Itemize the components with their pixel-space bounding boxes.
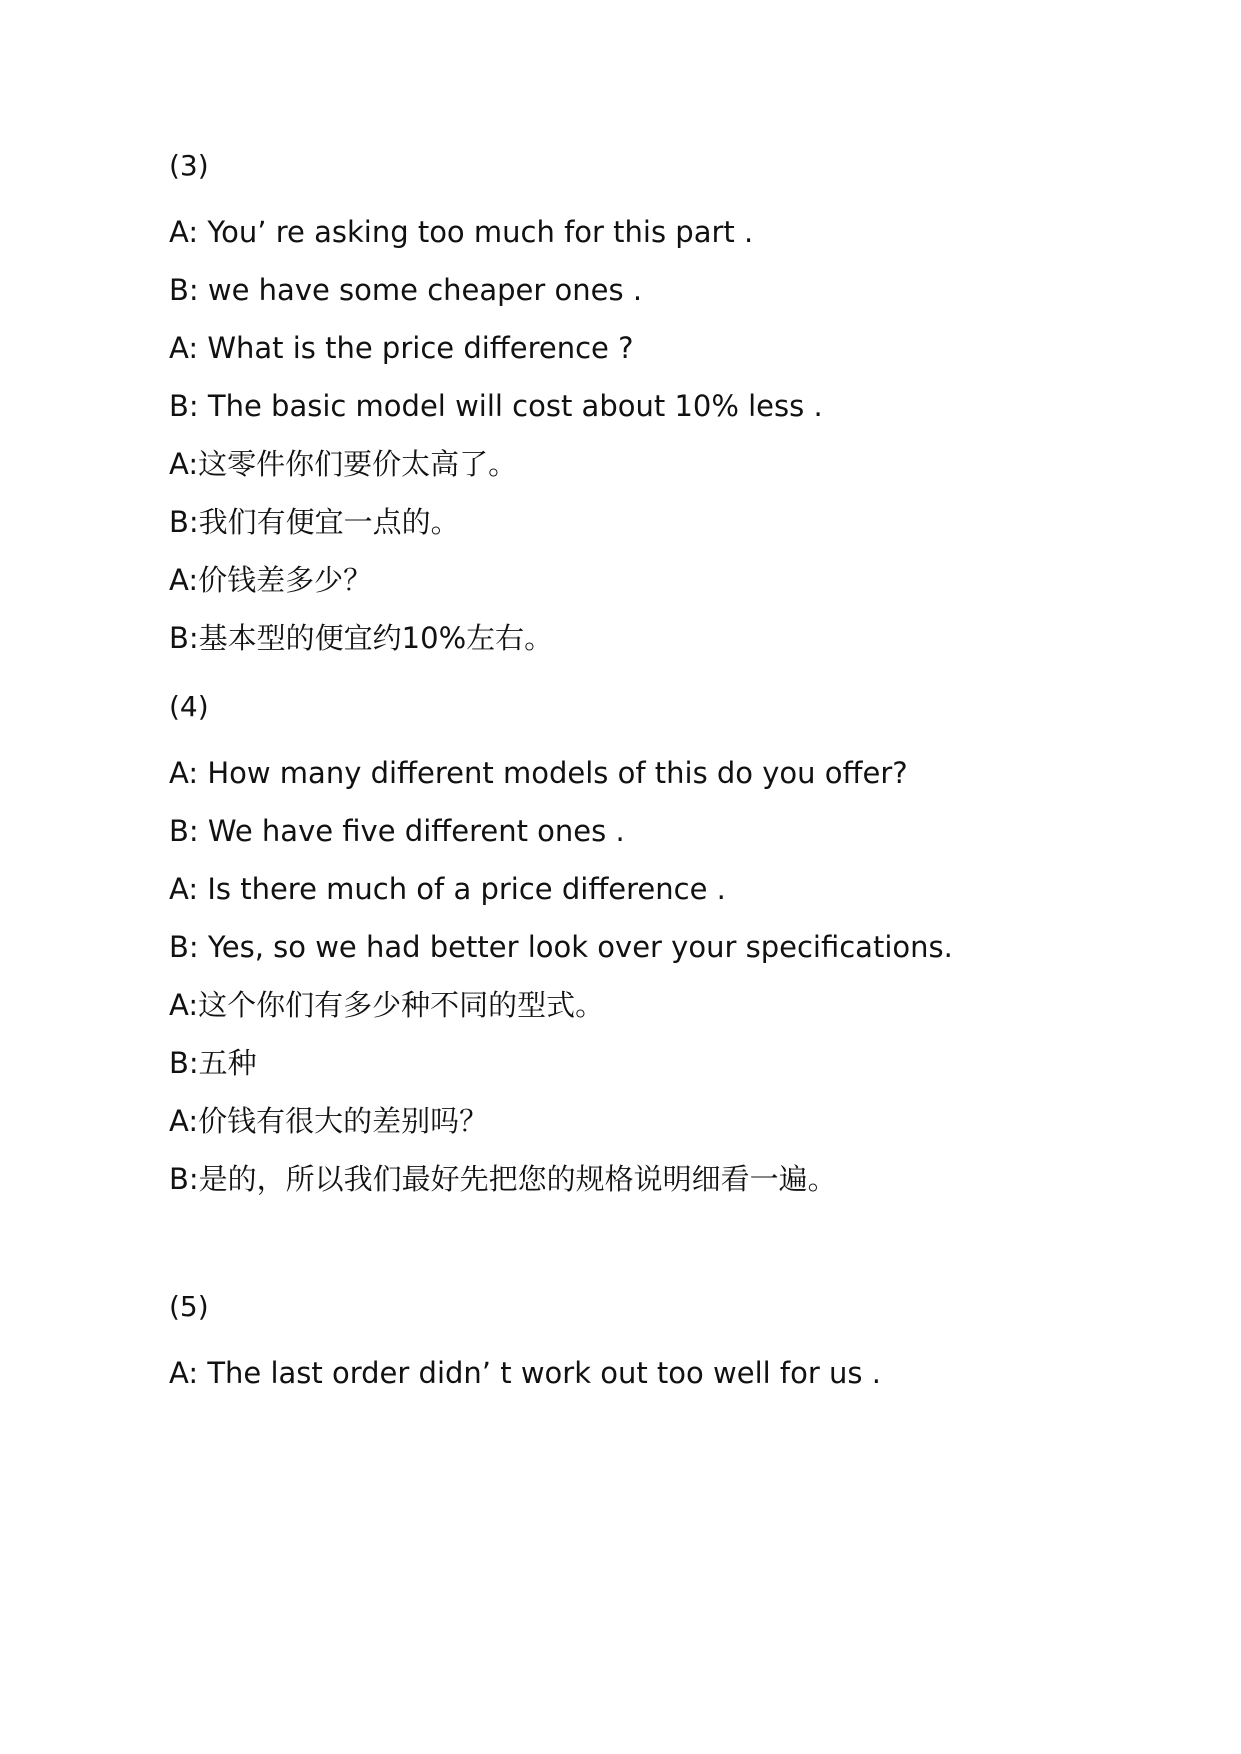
dialogue-line: A:这个你们有多少种不同的型式。 [169, 988, 605, 1022]
dialogue-line: B: Yes, so we had better look over your specifications. [169, 930, 953, 964]
dialogue-line: B:是的，所以我们最好先把您的规格说明细看一遍。 [169, 1162, 837, 1196]
section-label-5: (5) [169, 1290, 209, 1323]
dialogue-line: B:五种 [169, 1046, 257, 1080]
dialogue-line: B:基本型的便宜约10%左右。 [169, 621, 554, 655]
dialogue-line: A:价钱差多少？ [169, 563, 373, 597]
dialogue-line: B: We have five different ones . [169, 814, 625, 848]
dialogue-line: A: Is there much of a price difference . [169, 872, 726, 906]
dialogue-line: B:我们有便宜一点的。 [169, 505, 460, 539]
section-label-4: (4) [169, 690, 209, 723]
dialogue-line: B: we have some cheaper ones . [169, 273, 643, 307]
dialogue-line: A: The last order didn’ t work out too well for us . [169, 1356, 881, 1390]
dialogue-line: A: You’ re asking too much for this part . [169, 215, 754, 249]
dialogue-line: A: What is the price difference ? [169, 331, 634, 365]
dialogue-line: B: The basic model will cost about 10% less . [169, 389, 823, 423]
dialogue-line: A:价钱有很大的差别吗？ [169, 1104, 489, 1138]
section-label-3: (3) [169, 149, 209, 182]
dialogue-line: A: How many different models of this do you offer? [169, 756, 908, 790]
dialogue-line: A:这零件你们要价太高了。 [169, 447, 518, 481]
